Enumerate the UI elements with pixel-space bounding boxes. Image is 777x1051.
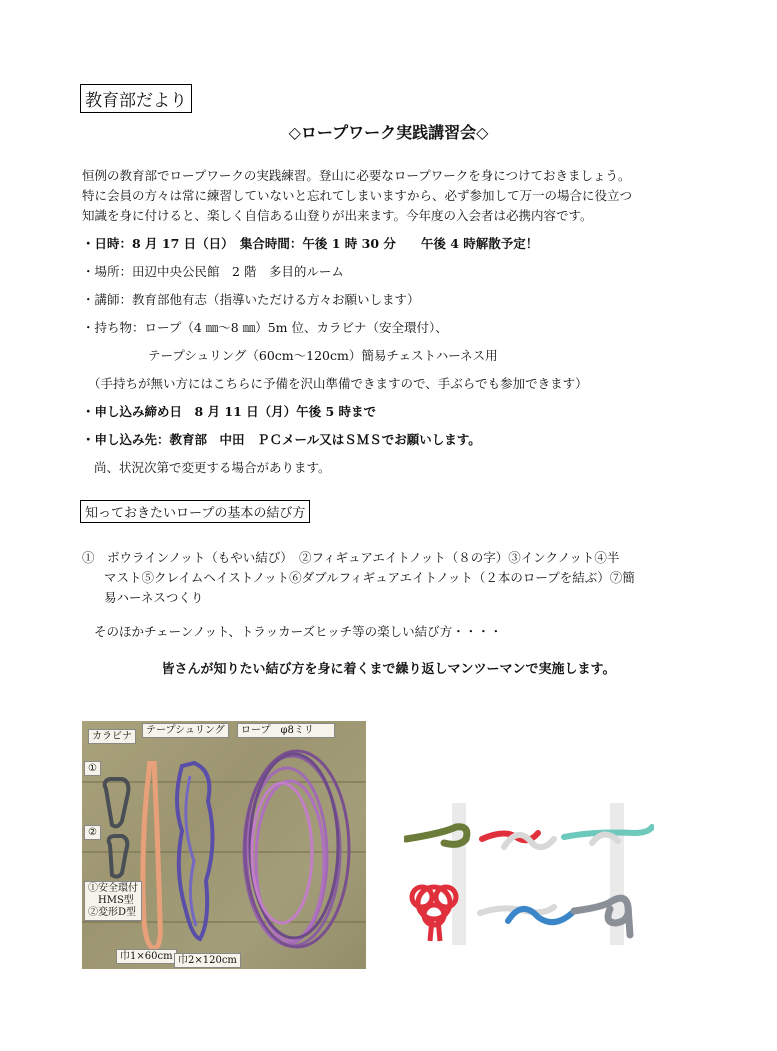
closing-line: 皆さんが知りたい結び方を身に着くまで繰り返しマンツーマンで実施します。 <box>161 662 616 677</box>
intro-line-2: 特に会員の方々は常に練習していないと忘れてしまいますから、必ず参加して万一の場合に役立つ <box>82 188 633 203</box>
legend-line-3: ②変形D型 <box>88 907 137 918</box>
orange-sling-icon <box>143 761 161 949</box>
items-line: ・持ち物：ロープ（4 ㎜～8 ㎜）5m 位、カラビナ（安全環付）、 <box>82 320 448 335</box>
deadline-line: ・申し込み締め日 8 月 11 日（月）午後 5 時まで <box>82 404 377 419</box>
knots-list-line-2: マスト⑤クレイムヘイストノット⑥ダブルフィギュアエイトノット（２本のロープを結ぶ）⑦簡 <box>104 570 635 585</box>
knots-section-title: 知っておきたいロープの基本の結び方 <box>80 500 310 523</box>
legend-line-1: ①安全環付 <box>88 883 138 894</box>
carabiner-label: カラビナ <box>88 729 136 744</box>
other-knots-line: そのほかチェーンノット、トラッカーズヒッチ等の楽しい結び方・・・・ <box>94 624 503 639</box>
sling-size-2-label: 巾2×120cm <box>174 953 241 968</box>
gear-illustration <box>82 721 366 969</box>
contact-line: ・申し込み先：教育部 中田 ＰＣメール又はＳＭＳでお願いします。 <box>82 432 481 447</box>
rope-label: ロープ φ8ミリ <box>237 723 335 738</box>
knots-illustration <box>404 803 654 945</box>
department-title: 教育部だより <box>80 84 192 113</box>
gear-photo <box>82 721 366 969</box>
place-line: ・場所：田辺中央公民館 2 階 多目的ルーム <box>82 264 344 279</box>
carabiner-number-2: ② <box>84 825 101 840</box>
items-line-2: テープシュリング（60cm～120cm）簡易チェストハーネス用 <box>148 348 498 363</box>
carabiner-number-1: ① <box>84 761 101 776</box>
instructor-line: ・講師：教育部他有志（指導いただける方々お願いします） <box>82 292 420 307</box>
change-note: 尚、状況次第で変更する場合があります。 <box>94 460 331 475</box>
legend-line-2: HMS型 <box>98 895 134 906</box>
knots-photo <box>404 803 654 945</box>
carabiner-legend <box>84 881 142 921</box>
date-line: ・日時：8 月 17 日（日） 集合時間：午後 1 時 30 分 午後 4 時解散予定！ <box>82 236 539 251</box>
carabiner-2-icon <box>109 836 128 877</box>
teal-knot-icon <box>564 827 652 843</box>
sling-size-1-label: 巾1×60cm <box>116 949 177 964</box>
items-note: （手持ちが無い方にはこちらに予備を沢山準備できますので、手ぶらでも参加できます） <box>88 376 588 391</box>
rope-coil-icon <box>244 751 349 947</box>
blue-white-knot-icon <box>480 907 572 922</box>
intro-line-3: 知識を身に付けると、楽しく自信ある山登りが出来ます。今年度の入会者は必携内容です。 <box>82 208 593 223</box>
intro-line-1: 恒例の教育部でロープワークの実践練習。登山に必要なロープワークを身につけておきましょう。 <box>82 168 631 183</box>
knots-list <box>82 548 692 608</box>
knots-list-line-3: 易ハーネスつくり <box>104 590 204 605</box>
tape-sling-label: テープシュリング <box>142 723 229 738</box>
purple-sling-icon <box>177 763 213 939</box>
red-decorative-knot-icon <box>412 887 456 941</box>
red-white-knot-icon <box>482 833 554 847</box>
intro-paragraph <box>82 166 702 226</box>
carabiner-1-icon <box>105 779 129 826</box>
event-title: ◇ロープワーク実践講習会◇ <box>288 123 489 142</box>
knots-list-line-1: ① ボウラインノット（もやい結び） ②フィギュアエイトノット（８の字）③インクノット④半 <box>82 550 620 565</box>
